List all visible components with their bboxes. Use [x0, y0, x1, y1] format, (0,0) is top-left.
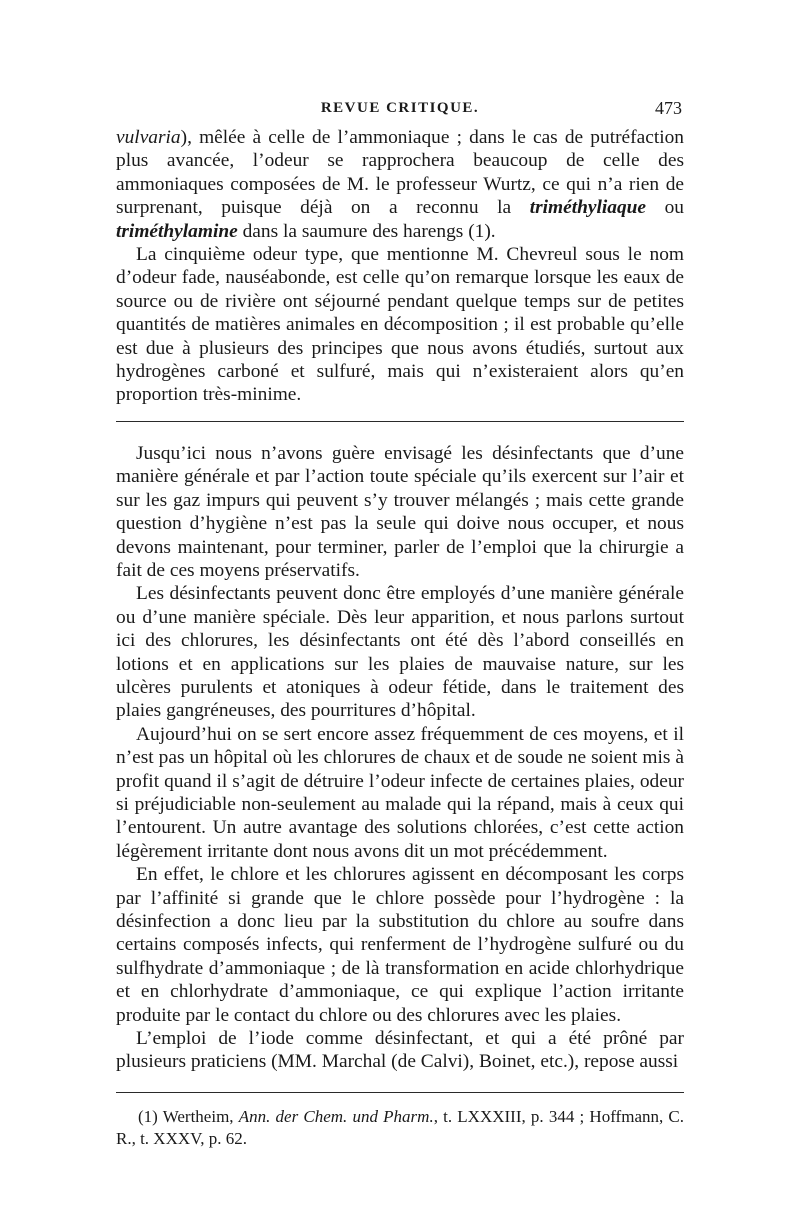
footnote-author: (1) Wertheim,	[138, 1107, 239, 1126]
section-divider	[116, 421, 684, 422]
paragraph-4: Les désinfectants peuvent donc être employés d’une manière générale ou d’une manière spéciale. Dès leur apparition, et nous parlons surtout ici des chlorures, les désinfectants ont été dès l’abord conseillés en lotions et en applications sur les plaies de mauvaise nature, sur les ulcères purulents et atoniques à odeur fétide, dans le traitement des plaies gangréneuses, des pourritures d’hôpital.	[116, 583, 684, 722]
paragraph-6: En effet, le chlore et les chlorures agissent en décomposant les corps par l’affinité si grande que le chlore possède pour l’hydrogène : la désinfection a donc lieu par la substitution du chlore au soufre dans certains composés infects, qui renferment de l’hydrogène sulfuré ou du sulfhydrate d’ammoniaque ; de là transformation en acide chlorhydrique et en chlorhydrate d’ammoniaque, ce qui explique l’action irritante produite par le contact du chlore ou des chlorures avec les plaies.	[116, 864, 684, 1026]
running-title: REVUE CRITIQUE.	[320, 100, 480, 116]
paragraph-1-text-a: ), mêlée à celle de l’ammoniaque ; dans le cas de putréfaction plus avancée, l’odeur se rapprochera beaucoup de celle des ammoniaques composées de M. le professeur Wurtz, ce qui n’a rien de surprenant, puisque déjà on a reconnu la	[116, 127, 684, 219]
footnote-reference: , t. LXXXIII, p. 344 ; Hoffmann, C. R., t. XXXV, p. 62.	[116, 1107, 685, 1148]
paragraph-3: Jusqu’ici nous n’avons guère envisagé les désinfectants que d’une manière générale et par l’action toute spéciale qu’ils exercent sur l’air et sur les gaz impurs qui peuvent s’y trouver mélangés ; mais cette grande question d’hygiène n’est pas la seule qui doive nous occuper, et nous devons maintenant, pour terminer, parler de l’emploi que la chirurgie a fait de ces moyens préservatifs.	[116, 442, 684, 581]
footnote-divider	[116, 1092, 684, 1093]
footnote	[116, 1106, 684, 1150]
page-header	[116, 96, 684, 126]
paragraph-1	[116, 126, 684, 243]
paragraph-5: Aujourd’hui on se sert encore assez fréquemment de ces moyens, et il n’est pas un hôpital où les chlorures de chaux et de soude ne soient mis à profit quand il s’agit de détruire l’odeur infecte de certaines plaies, odeur si préjudiciable non-seulement au malade qui la répand, mais à ceux qui l’entourent. Un autre avantage des solutions chlorées, c’est cette action légèrement irritante dont nous avons dit un mot précédemment.	[116, 723, 684, 862]
chemical-term-trimethyliaque: triméthyliaque	[529, 197, 647, 219]
latin-term: vulvaria	[116, 127, 181, 148]
footnote-1	[116, 1106, 684, 1150]
page-number: 473	[655, 98, 682, 118]
paragraph-1-text-c: dans la saumure des harengs (1).	[237, 220, 496, 242]
paragraph-1-text-b: ou	[646, 197, 684, 219]
paragraph-7: L’emploi de l’iode comme désinfectant, et qui a été prôné par plusieurs praticiens (MM. Marchal (de Calvi), Boinet, etc.), repose aussi	[116, 1028, 684, 1073]
chemical-term-trimethylamine: triméthylamine	[116, 220, 238, 242]
paragraph-2: La cinquième odeur type, que mentionne M. Chevreul sous le nom d’odeur fade, nauséabonde, est celle qu’on remarque lorsque les eaux de source ou de rivière ont séjourné pendant quelque temps sur de petites quantités de matières animales en décomposition ; il est probable qu’elle est due à plusieurs des principes que nous avons étudiés, surtout aux hydrogènes carboné et sulfuré, mais qui n’existeraient alors qu’en proportion très-minime.	[116, 244, 684, 406]
footnote-journal: Ann. der Chem. und Pharm.	[238, 1107, 434, 1126]
page-body	[116, 126, 684, 1074]
